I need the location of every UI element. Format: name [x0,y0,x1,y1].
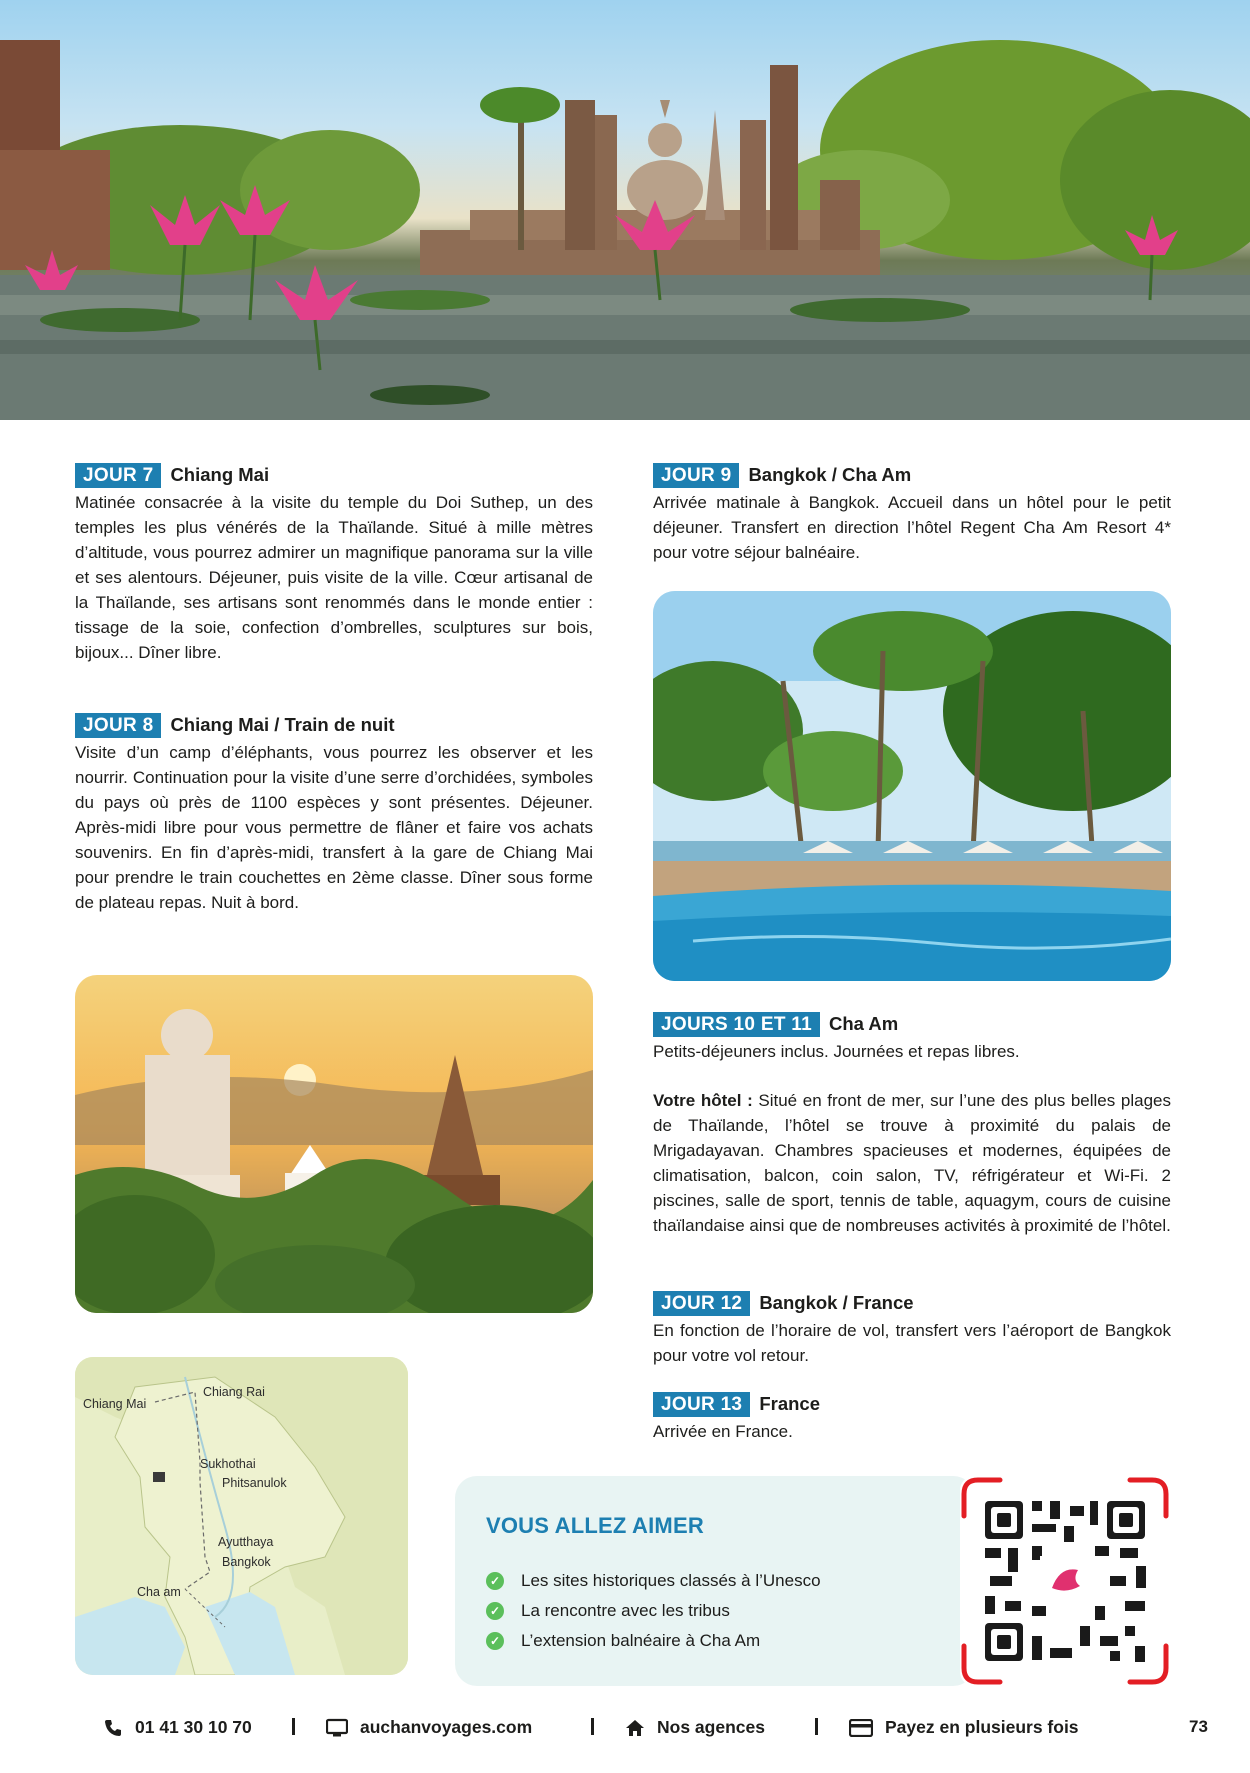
day-description: Arrivée matinale à Bangkok. Accueil dans un hôtel pour le petit déjeuner. Transfert en direction l’hôtel Regent Cha Am Resort 4* pour votre séjour balnéaire. [653,493,1171,562]
day-description: Arrivée en France. [653,1422,793,1441]
check-icon: ✓ [486,1572,504,1590]
map-label-sukhothai: Sukhothai [200,1457,256,1471]
highlight-item [486,1601,730,1621]
footer-phone[interactable]: 01 41 30 10 70 [103,1717,252,1738]
day-description: Visite d’un camp d’éléphants, vous pourrez les observer et les nourrir. Continuation pour la visite d’une serre d’orchidées, symboles du pays où près de 1100 espèces y sont présentes. Déjeuner. Après-midi libre pour vous permettre de flâner et faire vos achats souvenirs. En fin d’après-midi, transfert à la gare de Chiang Mai pour prendre le train couchettes en 2ème classe. Dîner sous forme de plateau repas. Nuit à bord. [75,743,593,912]
map-label-cha-am: Cha am [137,1585,181,1599]
credit-card-icon [849,1719,873,1737]
route-map [75,1357,408,1675]
map-label-bangkok: Bangkok [222,1555,271,1569]
footer-payment[interactable]: Payez en plusieurs fois [849,1717,1079,1738]
day-title: France [759,1393,820,1414]
highlight-item [486,1631,760,1651]
check-icon: ✓ [486,1602,504,1620]
home-icon [625,1718,645,1738]
day-description: Matinée consacrée à la visite du temple du Doi Suthep, un des temples les plus vénérés de la Thaïlande. Situé à mille mètres d’altitude, vous pourrez admirer un magnifique panorama sur la ville et ses alentours. Déjeuner, puis visite de la ville. Cœur artisanal de la Thaïlande, ses artisans sont renommés dans le monde entier : tissage de la soie, confection d’ombrelles, sculptures sur bois, bijoux... Dîner libre. [75,493,593,662]
highlights-title: VOUS ALLEZ AIMER [486,1513,704,1538]
photo-temple-sunset [75,975,593,1313]
phone-icon [103,1718,123,1738]
day-title: Bangkok / Cha Am [748,464,912,485]
footer-contact-bar [0,1710,1250,1746]
day-header [653,1391,1171,1417]
day-description: Petits-déjeuners inclus. Journées et repas libres. [653,1042,1020,1061]
day-block-jour12 [653,1290,1171,1368]
page-number: 73 [1189,1717,1208,1736]
monitor-icon [326,1718,348,1738]
day-badge: JOURS 10 ET 11 [653,1012,820,1037]
map-label-ayutthaya: Ayutthaya [218,1535,274,1549]
highlight-item [486,1571,821,1591]
hotel-label: Votre hôtel : [653,1091,753,1110]
highlight-text: La rencontre avec les tribus [521,1601,730,1620]
day-block-jour9 [653,462,1171,565]
day-block-jour8 [75,712,593,915]
map-label-chiang-mai: Chiang Mai [83,1397,147,1411]
day-block-jour13 [653,1391,1171,1444]
day-header [75,462,593,488]
footer-divider [815,1718,818,1735]
footer-divider [292,1718,295,1735]
day-badge: JOUR 13 [653,1392,750,1417]
check-icon: ✓ [486,1632,504,1650]
highlights-box [455,1476,975,1686]
day-description: En fonction de l’horaire de vol, transfert vers l’aéroport de Bangkok pour votre vol retour. [653,1321,1171,1365]
day-block-jour7 [75,462,593,665]
day-badge: JOUR 9 [653,463,739,488]
day-title: Cha Am [829,1013,899,1034]
footer-divider [591,1718,594,1735]
day-title: Bangkok / France [759,1292,914,1313]
hotel-text: Situé en front de mer, sur l’une des plus belles plages de Thaïlande, l’hôtel se trouve à proximité du palais de Mrigadayavan. Chambres spacieuses et modernes, équipées de climatisation, balcon, coin salon, TV, réfrigérateur et Wi-Fi. 2 piscines, salle de sport, tennis de table, aquagym, cours de cuisine thaïlandaise ainsi que de nombreuses activités à proximité de l’hôtel. [653,1091,1171,1235]
day-block-jour10-11 [653,1011,1171,1064]
map-label-phitsanulok: Phitsanulok [222,1476,287,1490]
day-header [653,462,1171,488]
photo-resort-pool [653,591,1171,981]
footer-website[interactable]: auchanvoyages.com [326,1717,532,1738]
day-header [653,1290,1171,1316]
day-title: Chiang Mai [170,464,270,485]
hotel-description [653,1088,1171,1238]
hero-photo-temple-lotus [0,0,1250,420]
day-badge: JOUR 7 [75,463,161,488]
highlight-text: L’extension balnéaire à Cha Am [521,1631,761,1650]
qr-code[interactable] [960,1476,1170,1686]
highlight-text: Les sites historiques classés à l’Unesco [521,1571,821,1590]
day-title: Chiang Mai / Train de nuit [170,714,395,735]
day-badge: JOUR 12 [653,1291,750,1316]
footer-agencies[interactable]: Nos agences [625,1717,765,1738]
day-header [75,712,593,738]
day-badge: JOUR 8 [75,713,161,738]
day-header [653,1011,1171,1037]
map-label-chiang-rai: Chiang Rai [203,1385,265,1399]
